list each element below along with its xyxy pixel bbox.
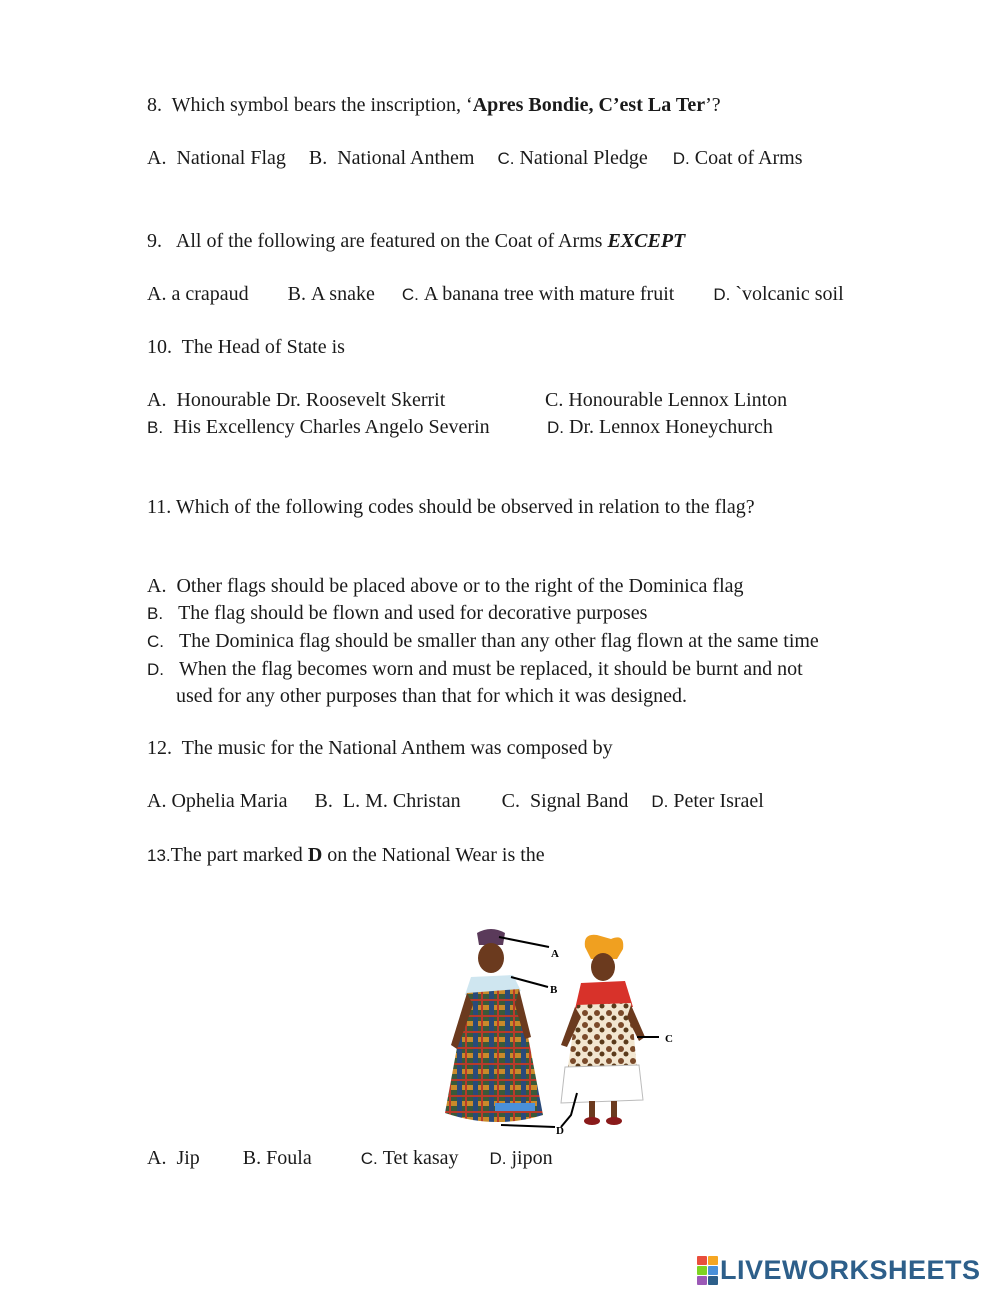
figure-label-a: A [551,948,559,960]
logo-text: LIVEWORKSHEETS [720,1254,981,1285]
option-a[interactable]: A. National Flag [147,147,286,169]
option-b[interactable]: B. L. M. Christan [314,790,461,812]
option-d-continued: used for any other purposes than that for which it was designed. [176,685,687,707]
right-figure [561,935,645,1125]
question-13-options [147,1146,553,1171]
liveworksheets-logo [697,1255,981,1285]
question-11-stem: 11. Which of the following codes should be observed in relation to the flag? [147,496,755,518]
national-wear-illustration [425,925,695,1140]
option-b[interactable]: B. His Excellency Charles Angelo Severin [147,416,490,438]
question-number: 10. [147,336,172,358]
question-number: 8. [147,94,162,116]
option-a[interactable]: A. Jip [147,1147,200,1169]
question-9-options [147,282,844,307]
question-12-options [147,789,764,814]
option-c[interactable]: C. A banana tree with mature fruit [401,283,675,305]
question-9-stem: 9. All of the following are featured on the Coat of Arms EXCEPT [147,230,686,252]
option-a[interactable]: A. a crapaud [147,283,249,305]
option-d[interactable]: D. Peter Israel [651,790,764,812]
figure-label-c: C [665,1033,673,1045]
figure-label-d: D [556,1125,564,1137]
question-number: 13. [147,846,171,865]
option-c[interactable]: C. Honourable Lennox Linton [545,389,788,411]
option-d[interactable]: D. jipon [489,1147,553,1169]
question-12-stem: 12. The music for the National Anthem was composed by [147,737,613,759]
logo-blocks-icon [697,1256,718,1285]
question-number: 9. [147,230,162,252]
option-a[interactable]: A. Ophelia Maria [147,790,288,812]
question-13-stem: 13.The part marked D on the National Wear is the [147,844,545,866]
option-a[interactable]: A. Honourable Dr. Roosevelt Skerrit [147,389,446,411]
question-number: 12. [147,737,172,759]
option-d[interactable]: D. `volcanic soil [713,283,844,305]
option-d[interactable]: D. Dr. Lennox Honeychurch [547,416,773,438]
question-number: 11. [147,496,172,518]
question-8-options [147,146,803,171]
option-c[interactable]: C. Signal Band [501,790,629,812]
option-b[interactable]: B. National Anthem [308,147,475,169]
left-figure [445,929,543,1122]
option-b[interactable]: B. Foula [242,1147,312,1169]
option-c[interactable]: C. National Pledge [497,147,648,169]
option-c[interactable]: C. The Dominica flag should be smaller than any other flag flown at the same time [147,630,819,652]
figure-label-b: B [550,984,558,996]
question-8-stem: 8. Which symbol bears the inscription, ‘Apres Bondie, C’est La Ter’? [147,94,721,116]
option-b[interactable]: B. The flag should be flown and used for decorative purposes [147,602,648,624]
option-c[interactable]: C. Tet kasay [360,1147,459,1169]
option-d[interactable]: D. Coat of Arms [672,147,803,169]
option-b[interactable]: B. A snake [287,283,375,305]
option-d[interactable]: D. When the flag becomes worn and must be replaced, it should be burnt and not [147,658,803,680]
option-a[interactable]: A. Other flags should be placed above or to the right of the Dominica flag [147,575,744,597]
question-10-stem: 10. The Head of State is [147,336,345,358]
